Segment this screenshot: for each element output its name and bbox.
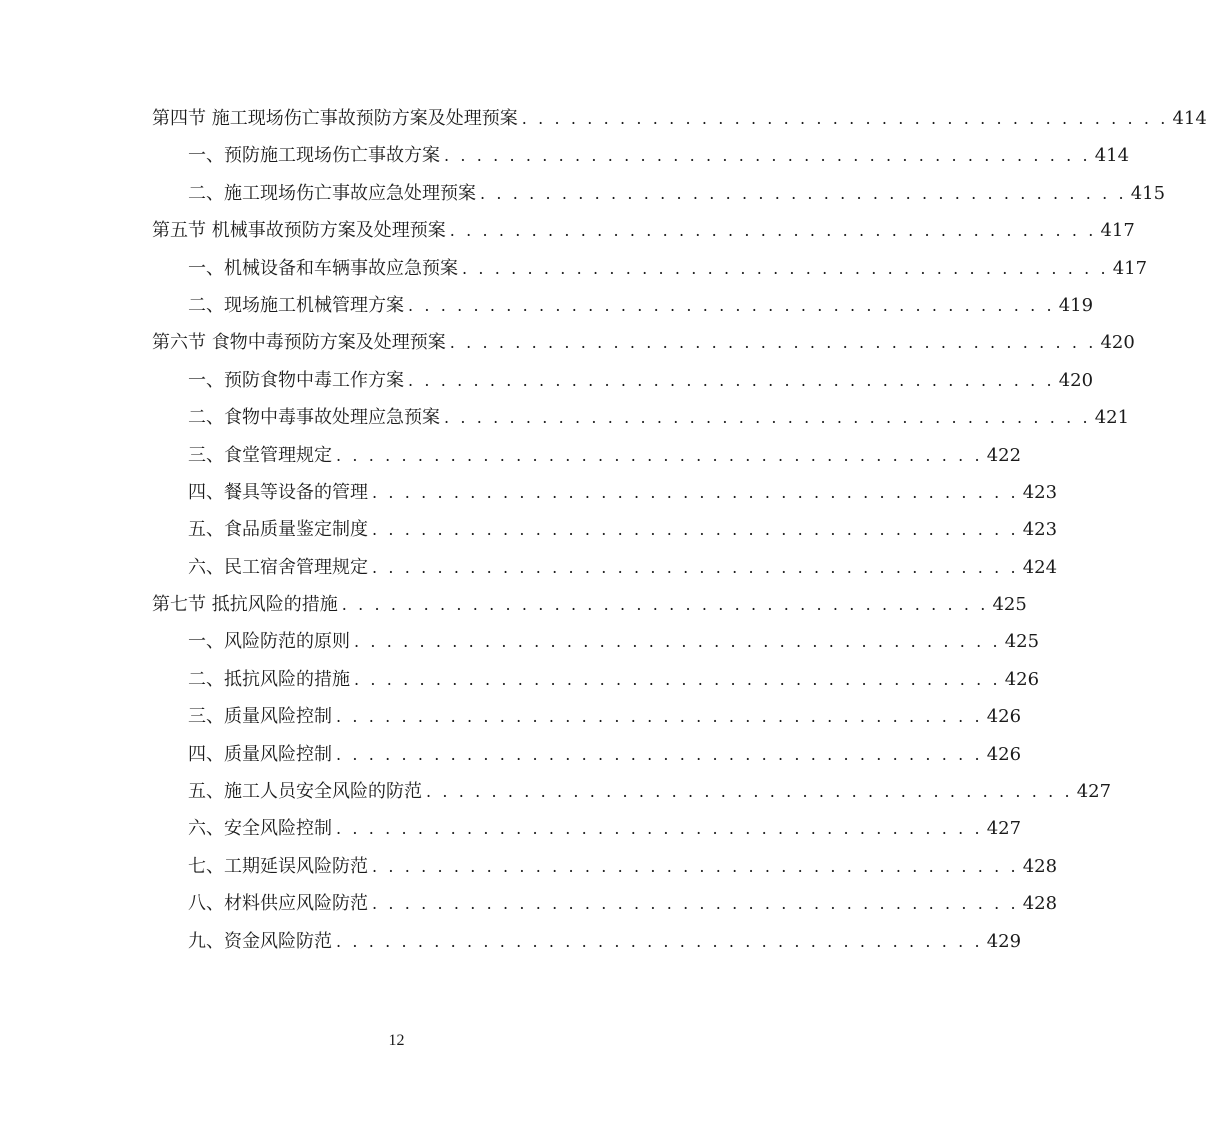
dot-leader: . . . . . . . . . . . . . . . . . . . . . . . . . . . . . . . . . . . . . . . . [341, 595, 989, 615]
toc-entry-title: 一、预防食物中毒工作方案 [188, 369, 404, 391]
toc-entry[interactable] [152, 661, 1040, 698]
dot-leader: . . . . . . . . . . . . . . . . . . . . . . . . . . . . . . . . . . . . . . . . [462, 258, 1109, 278]
dot-leader: . . . . . . . . . . . . . . . . . . . . . . . . . . . . . . . . . . . . . . . . [408, 370, 1055, 390]
toc-entry[interactable] [152, 848, 1058, 885]
dot-leader: . . . . . . . . . . . . . . . . . . . . . . . . . . . . . . . . . . . . . . . . [336, 445, 983, 465]
toc-entry-title: 二、施工现场伤亡事故应急处理预案 [188, 182, 476, 204]
toc-entry-title: 第五节 机械事故预防方案及处理预案 [152, 220, 446, 242]
toc-entry[interactable] [152, 175, 1166, 212]
toc-entry-page: 423 [1022, 519, 1058, 541]
toc-entry-page: 425 [1004, 631, 1040, 653]
dot-leader: . . . . . . . . . . . . . . . . . . . . . . . . . . . . . . . . . . . . . . . . [444, 408, 1091, 428]
toc-entry[interactable] [152, 399, 1130, 436]
toc-entry-title: 八、材料供应风险防范 [188, 893, 368, 915]
toc-entry-title: 七、工期延误风险防范 [188, 855, 368, 877]
dot-leader: . . . . . . . . . . . . . . . . . . . . . . . . . . . . . . . . . . . . . . . . [521, 109, 1169, 128]
toc-entry-page: 428 [1022, 855, 1058, 877]
toc-entry[interactable] [152, 698, 1022, 735]
toc-entry-page: 427 [986, 818, 1022, 840]
dot-leader: . . . . . . . . . . . . . . . . . . . . . . . . . . . . . . . . . . . . . . . . [449, 221, 1097, 241]
toc-entry-title: 一、预防施工现场伤亡事故方案 [188, 145, 440, 167]
toc-entry[interactable] [152, 437, 1022, 474]
toc-entry-page: 414 [1094, 145, 1130, 167]
dot-leader: . . . . . . . . . . . . . . . . . . . . . . . . . . . . . . . . . . . . . . . . [449, 333, 1097, 353]
toc-entry-title: 二、食物中毒事故处理应急预案 [188, 407, 440, 429]
toc-entry[interactable] [152, 810, 1022, 847]
toc-entry[interactable] [152, 212, 1135, 249]
toc-entry-page: 417 [1112, 257, 1148, 279]
toc-entry-page: 414 [1172, 108, 1207, 129]
page-number: 12 [388, 1032, 405, 1049]
toc-entry-title: 三、食堂管理规定 [188, 444, 332, 466]
toc-entry-title: 二、现场施工机械管理方案 [188, 294, 404, 316]
toc-entry-page: 420 [1100, 332, 1135, 354]
toc-entry[interactable] [152, 250, 1148, 287]
toc-entry[interactable] [152, 474, 1058, 511]
toc-entry-title: 二、抵抗风险的措施 [188, 668, 350, 690]
toc-entry-page: 429 [986, 930, 1022, 952]
toc-entry-page: 421 [1094, 407, 1130, 429]
toc-entry-page: 426 [986, 743, 1022, 765]
dot-leader: . . . . . . . . . . . . . . . . . . . . . . . . . . . . . . . . . . . . . . . . [408, 295, 1055, 315]
toc-entry-page: 419 [1058, 294, 1094, 316]
toc-entry-page: 425 [992, 594, 1027, 616]
dot-leader: . . . . . . . . . . . . . . . . . . . . . . . . . . . . . . . . . . . . . . . . [336, 931, 983, 951]
toc-entry[interactable] [152, 511, 1058, 548]
dot-leader: . . . . . . . . . . . . . . . . . . . . . . . . . . . . . . . . . . . . . . . . [444, 146, 1091, 166]
toc-entry-page: 426 [1004, 668, 1040, 690]
toc-entry[interactable] [152, 623, 1040, 660]
toc-entry[interactable] [152, 923, 1022, 960]
toc-entry-page: 424 [1022, 556, 1058, 578]
toc-entry-page: 417 [1100, 220, 1135, 242]
toc-entry-title: 六、民工宿舍管理规定 [188, 556, 368, 578]
toc-entry[interactable] [152, 885, 1058, 922]
toc-entry[interactable] [152, 362, 1094, 399]
toc-entry[interactable] [152, 736, 1022, 773]
dot-leader: . . . . . . . . . . . . . . . . . . . . . . . . . . . . . . . . . . . . . . . . [336, 744, 983, 764]
toc-entry-title: 四、餐具等设备的管理 [188, 481, 368, 503]
toc-entry-page: 428 [1022, 893, 1058, 915]
toc-entry-title: 四、质量风险控制 [188, 743, 332, 765]
toc-entry[interactable] [152, 549, 1058, 586]
dot-leader: . . . . . . . . . . . . . . . . . . . . . . . . . . . . . . . . . . . . . . . . [480, 183, 1127, 203]
toc-entry-title: 三、质量风险控制 [188, 706, 332, 728]
toc-entry[interactable] [152, 773, 1112, 810]
toc-entry[interactable] [152, 287, 1094, 324]
dot-leader: . . . . . . . . . . . . . . . . . . . . . . . . . . . . . . . . . . . . . . . . [372, 856, 1019, 876]
dot-leader: . . . . . . . . . . . . . . . . . . . . . . . . . . . . . . . . . . . . . . . . [354, 632, 1001, 652]
toc-entry-page: 427 [1076, 781, 1112, 803]
dot-leader: . . . . . . . . . . . . . . . . . . . . . . . . . . . . . . . . . . . . . . . . [372, 557, 1019, 577]
toc-entry-title: 第七节 抵抗风险的措施 [152, 594, 338, 616]
toc-entry-page: 415 [1130, 182, 1166, 204]
toc-entry-page: 426 [986, 706, 1022, 728]
dot-leader: . . . . . . . . . . . . . . . . . . . . . . . . . . . . . . . . . . . . . . . . [372, 520, 1019, 540]
dot-leader: . . . . . . . . . . . . . . . . . . . . . . . . . . . . . . . . . . . . . . . . [426, 782, 1073, 802]
toc-entry[interactable] [152, 324, 1135, 361]
toc-entry-title: 六、安全风险控制 [188, 818, 332, 840]
dot-leader: . . . . . . . . . . . . . . . . . . . . . . . . . . . . . . . . . . . . . . . . [354, 669, 1001, 689]
toc-entry-title: 第六节 食物中毒预防方案及处理预案 [152, 332, 446, 354]
toc-entry-title: 一、机械设备和车辆事故应急预案 [188, 257, 458, 279]
table-of-contents [152, 100, 1207, 960]
toc-entry-page: 422 [986, 444, 1022, 466]
dot-leader: . . . . . . . . . . . . . . . . . . . . . . . . . . . . . . . . . . . . . . . . [336, 707, 983, 727]
toc-entry[interactable] [152, 137, 1130, 174]
dot-leader: . . . . . . . . . . . . . . . . . . . . . . . . . . . . . . . . . . . . . . . . [372, 894, 1019, 914]
toc-entry[interactable] [152, 586, 1027, 623]
dot-leader: . . . . . . . . . . . . . . . . . . . . . . . . . . . . . . . . . . . . . . . . [336, 819, 983, 839]
toc-entry-title: 五、食品质量鉴定制度 [188, 519, 368, 541]
toc-entry[interactable] [152, 100, 1207, 137]
toc-entry-title: 一、风险防范的原则 [188, 631, 350, 653]
toc-entry-title: 九、资金风险防范 [188, 930, 332, 952]
toc-entry-title: 五、施工人员安全风险的防范 [188, 781, 422, 803]
dot-leader: . . . . . . . . . . . . . . . . . . . . . . . . . . . . . . . . . . . . . . . . [372, 482, 1019, 502]
toc-entry-page: 420 [1058, 369, 1094, 391]
toc-entry-page: 423 [1022, 481, 1058, 503]
toc-entry-title: 第四节 施工现场伤亡事故预防方案及处理预案 [152, 108, 518, 129]
